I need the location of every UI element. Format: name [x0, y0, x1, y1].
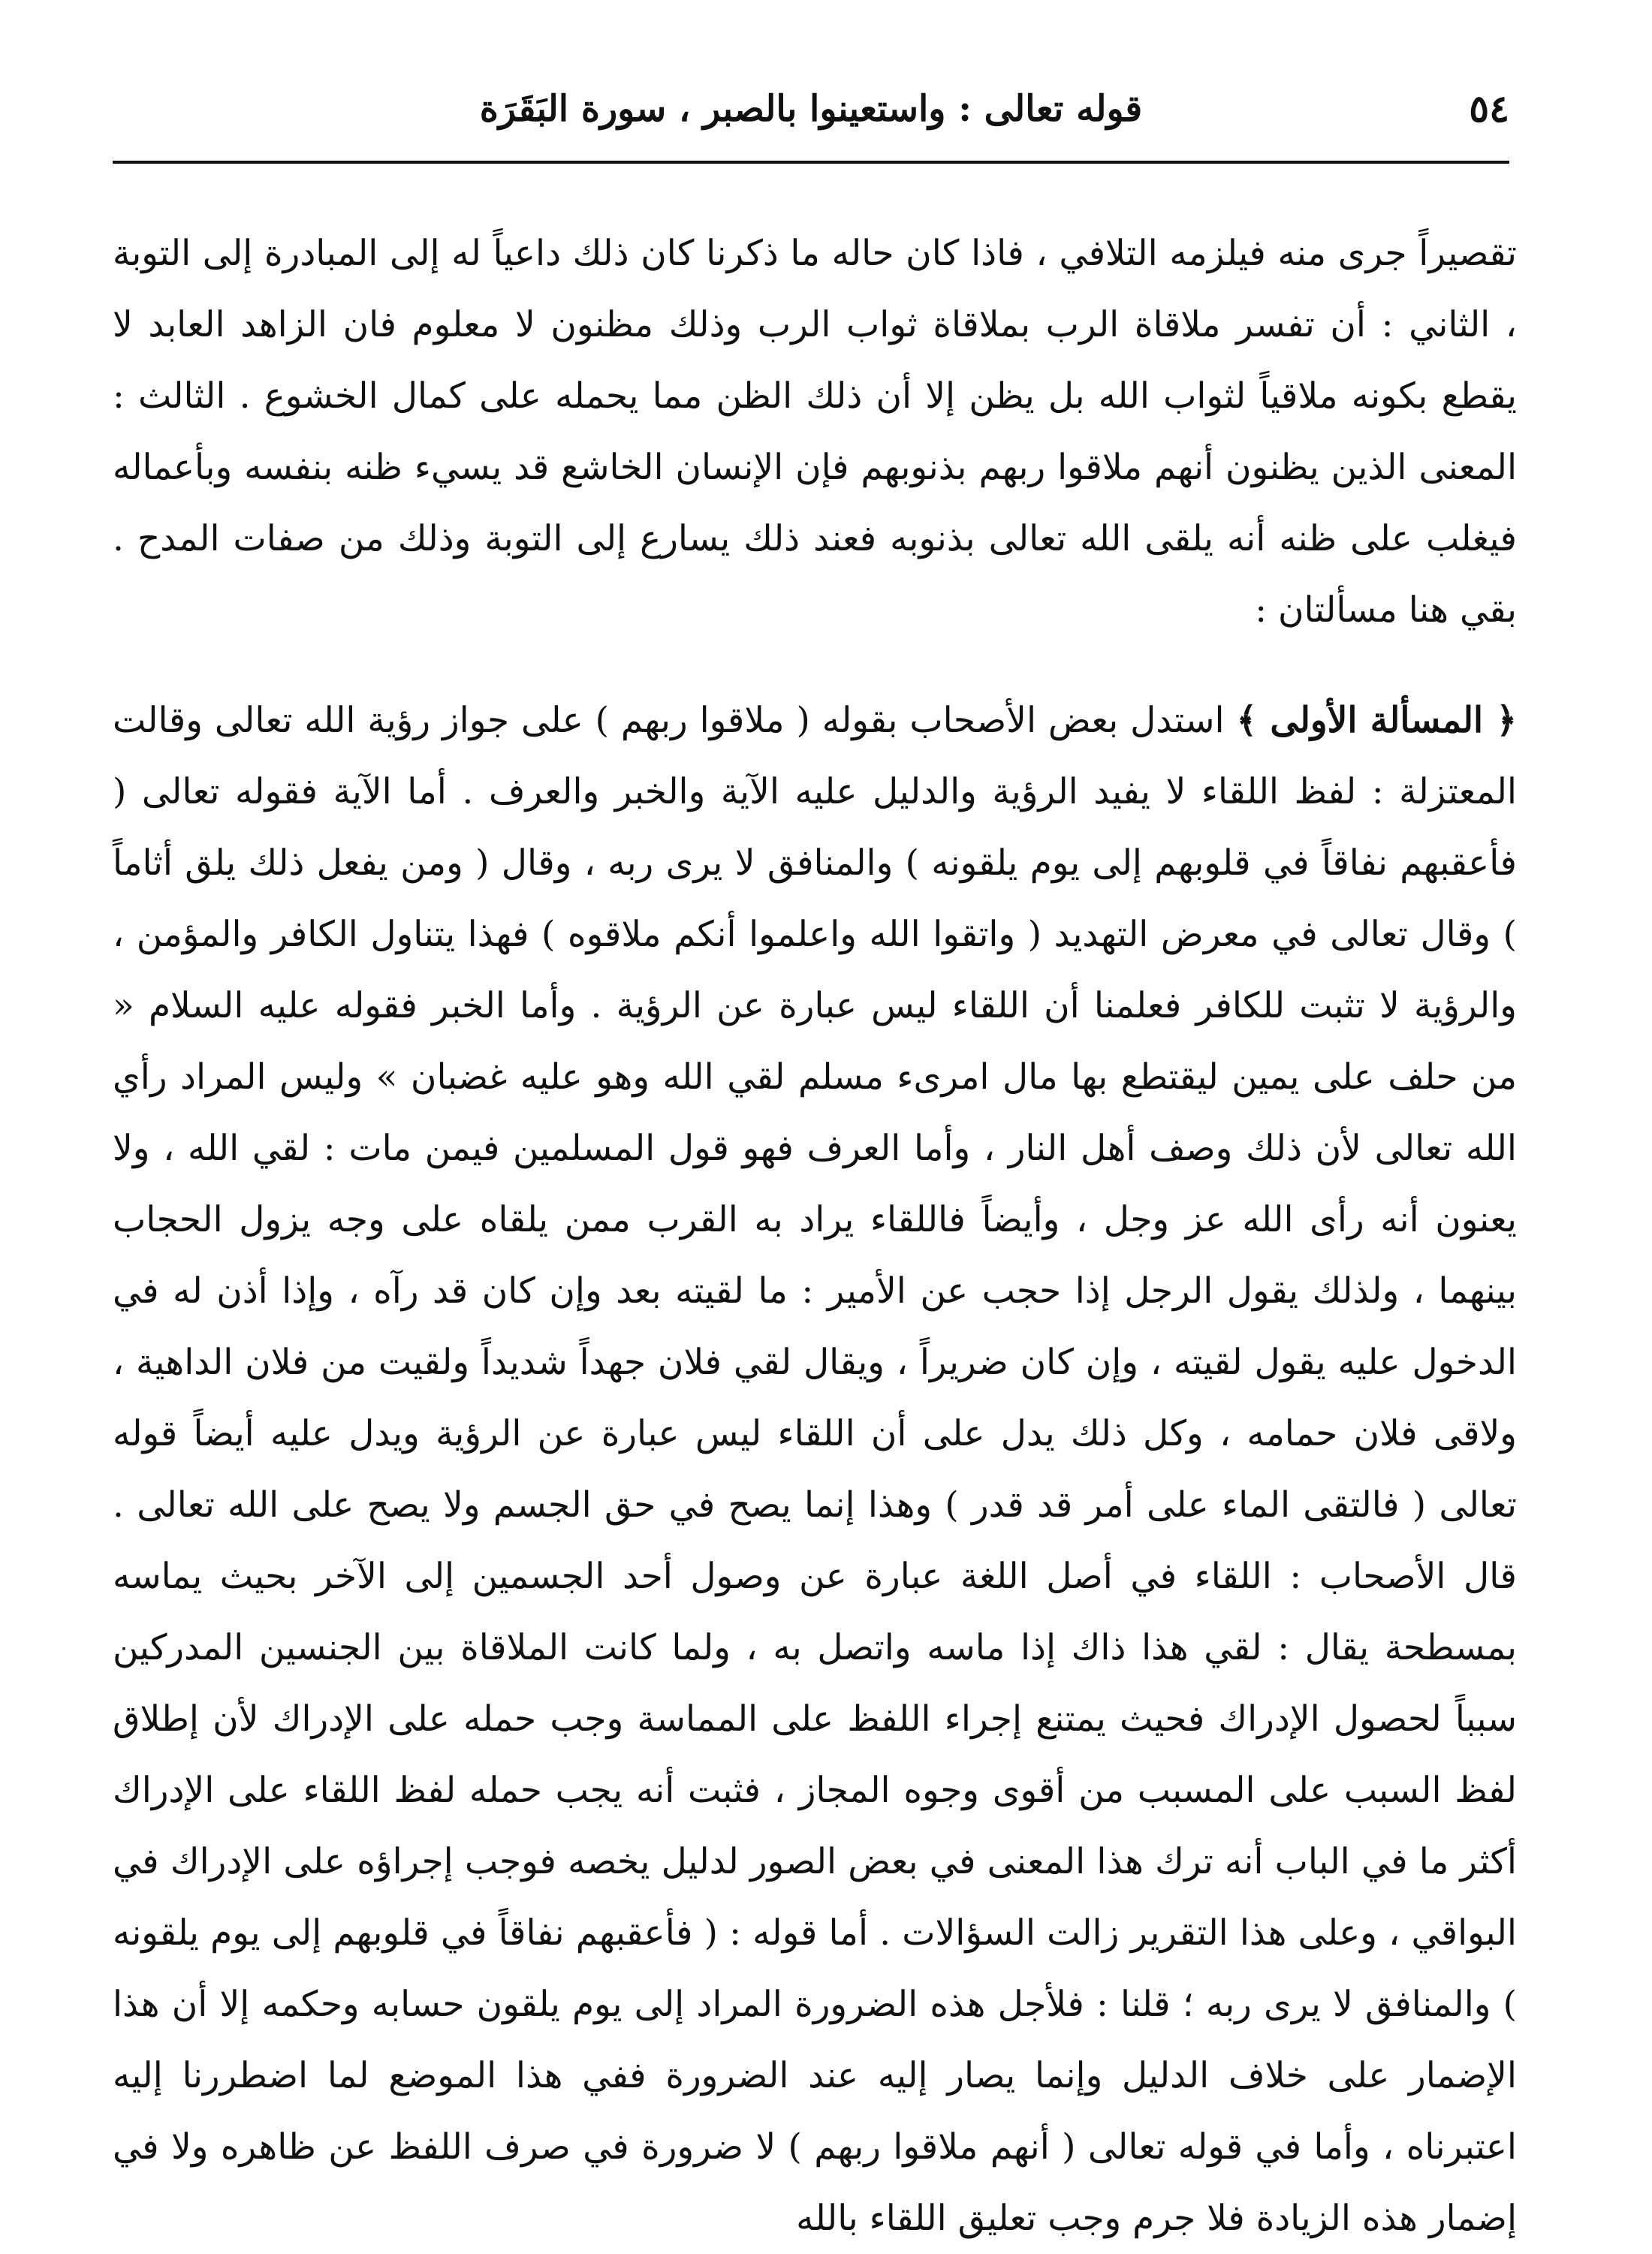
paragraph-2-text: استدل بعض الأصحاب بقوله ( ملاقوا ربهم ) على جواز رؤية الله تعالى وقالت المعتزلة : لفظ اللقاء لا يفيد الرؤية والدليل عليه الآية والخبر والعرف . أما الآية فقوله تعالى ( فأعقبهم نفاقاً في قلوبهم إلى يوم يلقونه ) والمنافق لا يرى ربه ، وقال ( ومن يفعل ذلك يلق أثاماً ) وقال تعالى في معرض التهديد ( واتقوا الله واعلموا أنكم ملاقوه ) فهذا يتناول الكافر والمؤمن ، والرؤية لا تثبت للكافر فعلمنا أن اللقاء ليس عبارة عن الرؤية . وأما الخبر فقوله عليه السلام « من حلف على يمين ليقتطع بها مال امرىء مسلم لقي الله وهو عليه غضبان » وليس المراد رأي الله تعالى لأن ذلك وصف أهل النار ، وأما العرف فهو قول المسلمين فيمن مات : لقي الله ، ولا يعنون أنه رأى الله عز وجل ، وأيضاً فاللقاء يراد به القرب ممن يلقاه على وجه يزول الحجاب بينهما ، ولذلك يقول الرجل إذا حجب عن الأمير : ما لقيته بعد وإن كان قد رآه ، وإذا أذن له في الدخول عليه يقول لقيته ، وإن كان ضريراً ، ويقال لقي فلان جهداً شديداً ولقيت من فلان الداهية ، ولاقى فلان حمامه ، وكل ذلك يدل على أن اللقاء ليس عبارة عن الرؤية ويدل عليه أيضاً قوله تعالى ( فالتقى الماء على أمر قد قدر ) وهذا إنما يصح في حق الجسم ولا يصح على الله تعالى . قال الأصحاب : اللقاء في أصل اللغة عبارة عن وصول أحد الجسمين إلى الآخر بحيث يماسه بمسطحة يقال : لقي هذا ذاك إذا ماسه واتصل به ، ولما كانت الملاقاة بين الجنسين المدركين سبباً لحصول الإدراك فحيث يمتنع إجراء اللفظ على المماسة وجب حمله على الإدراك لأن إطلاق لفظ السبب على المسبب من أقوى وجوه المجاز ، فثبت أنه يجب حمله لفظ اللقاء على الإدراك أكثر ما في الباب أنه ترك هذا المعنى في بعض الصور لدليل يخصه فوجب إجراؤه على الإدراك في البواقي ، وعلى هذا التقرير زالت السؤالات . أما قوله : ( فأعقبهم نفاقاً في قلوبهم إلى يوم يلقونه ) والمنافق لا يرى ربه ؛ قلنا : فلأجل هذه الضرورة المراد إلى يوم يلقون حسابه وحكمه إلا أن هذا الإضمار على خلاف الدليل وإنما يصار إليه عند الضرورة ففي هذا الموضع لما اضطررنا إليه اعتبرناه ، وأما في قوله تعالى ( أنهم ملاقوا ربهم ) لا ضرورة في صرف اللفظ عن ظاهره ولا في إضمار هذه الزيادة فلا جرم وجب تعليق اللقاء بالله: [113, 700, 1517, 2239]
paragraph-1: تقصيراً جرى منه فيلزمه التلافي ، فاذا كان حاله ما ذكرنا كان ذلك داعياً له إلى المبادرة إلى التوبة ، الثاني : أن تفسر ملاقاة الرب بملاقاة ثواب الرب وذلك مظنون لا معلوم فان الزاهد العابد لا يقطع بكونه ملاقياً لثواب الله بل يظن إلا أن ذلك الظن مما يحمله على كمال الخشوع . الثالث : المعنى الذين يظنون أنهم ملاقوا ربهم بذنوبهم فإن الإنسان الخاشع قد يسيء ظنه بنفسه وبأعماله فيغلب على ظنه أنه يلقى الله تعالى بذنوبه فعند ذلك يسارع إلى التوبة وذلك من صفات المدح . بقي هنا مسألتان :: [113, 233, 1517, 631]
section-heading: ﴿ المسألة الأولى ﴾: [1236, 700, 1517, 741]
running-title: قوله تعالى : واستعينوا بالصبر ، سورة البَقَرَة: [479, 88, 1143, 130]
page-number: ٥٤: [1469, 86, 1509, 131]
header-rule: [113, 161, 1509, 164]
page-header: [113, 75, 1509, 143]
paragraph-2: [113, 685, 1517, 2254]
body-text: [113, 218, 1517, 2254]
